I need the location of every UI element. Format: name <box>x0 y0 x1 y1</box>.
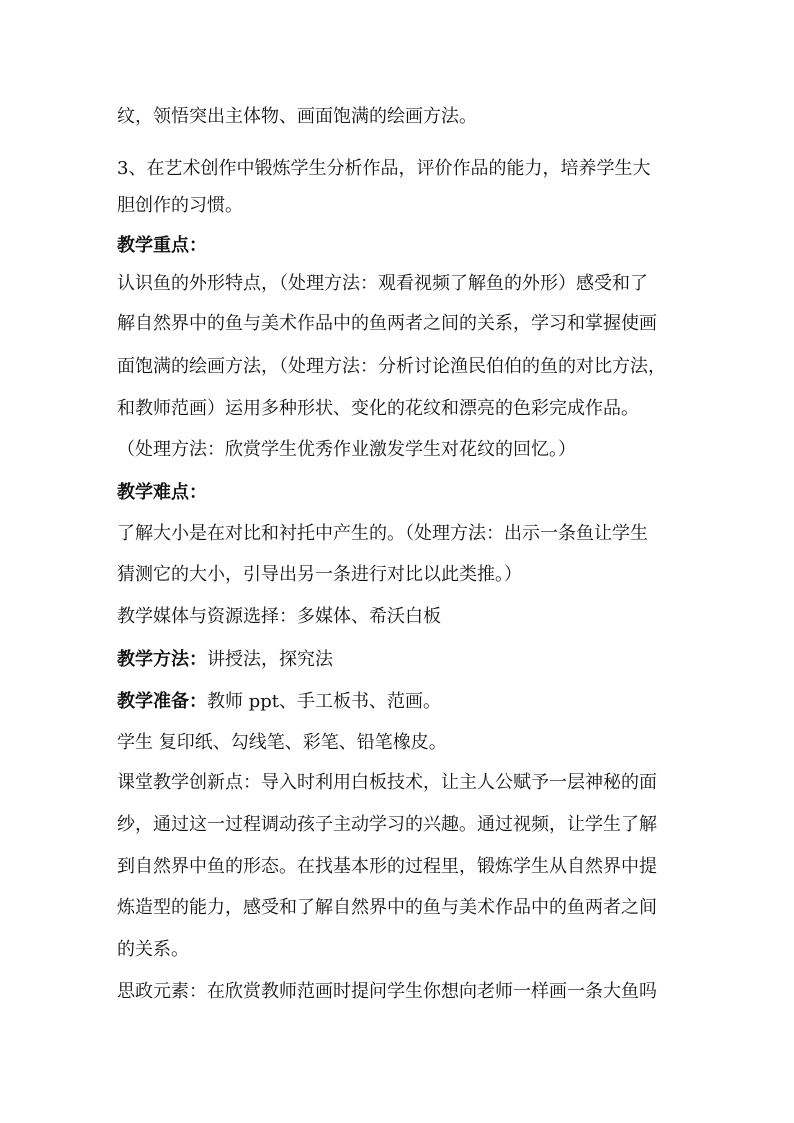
objective-3-line-1: 3、在艺术创作中锻炼学生分析作品，评价作品的能力，培养学生大 <box>117 158 651 179</box>
preparation-label: 教学准备： <box>117 691 207 712</box>
intro-tail-line: 纹，领悟突出主体物、画面饱满的绘画方法。 <box>117 106 477 127</box>
methods-label: 教学方法： <box>117 649 207 670</box>
preparation-value: 教师 ppt、手工板书、范画。 <box>207 691 441 712</box>
key-points-line-2: 解自然界中的鱼与美术作品中的鱼两者之间的关系，学习和掌握使画 <box>117 313 657 334</box>
objective-3-line-2: 胆创作的习惯。 <box>117 195 243 216</box>
methods-value: 讲授法，探究法 <box>207 649 333 670</box>
key-points-heading: 教学重点： <box>117 235 207 256</box>
methods-line <box>117 648 687 672</box>
difficult-points-line-1: 了解大小是在对比和衬托中产生的。（处理方法：出示一条鱼让学生 <box>117 523 648 544</box>
innovation-line-1: 课堂教学创新点：导入时利用白板技术，让主人公赋予一层神秘的面 <box>117 772 657 793</box>
ideology-line: 思政元素：在欣赏教师范画时提问学生你想向老师一样画一条大鱼吗 <box>117 981 657 1002</box>
preparation-line <box>117 690 687 714</box>
key-points-line-3: 面饱满的绘画方法，（处理方法：分析讨论渔民伯伯的鱼的对比方法， <box>117 356 666 377</box>
key-points-line-4: 和教师范画）运用多种形状、变化的花纹和漂亮的色彩完成作品。 <box>117 398 639 419</box>
innovation-line-2: 纱，通过这一过程调动孩子主动学习的兴趣。通过视频，让学生了解 <box>117 814 657 835</box>
difficult-points-line-2: 猜测它的大小，引导出另一条进行对比以此类推。） <box>117 564 522 585</box>
key-points-line-1: 认识鱼的外形特点，（处理方法：观看视频了解鱼的外形）感受和了 <box>117 273 648 294</box>
innovation-line-3: 到自然界中鱼的形态。在找基本形的过程里，锻炼学生从自然界中提 <box>117 856 657 877</box>
innovation-line-4: 炼造型的能力，感受和了解自然界中的鱼与美术作品中的鱼两者之间 <box>117 897 657 918</box>
difficult-points-heading: 教学难点： <box>117 482 207 503</box>
key-points-line-5: （处理方法：欣赏学生优秀作业激发学生对花纹的回忆。） <box>117 439 576 460</box>
innovation-line-5: 的关系。 <box>117 939 189 960</box>
student-prep-line: 学生 复印纸、勾线笔、彩笔、铅笔橡皮。 <box>117 732 447 753</box>
media-line: 教学媒体与资源选择：多媒体、希沃白板 <box>117 606 441 627</box>
